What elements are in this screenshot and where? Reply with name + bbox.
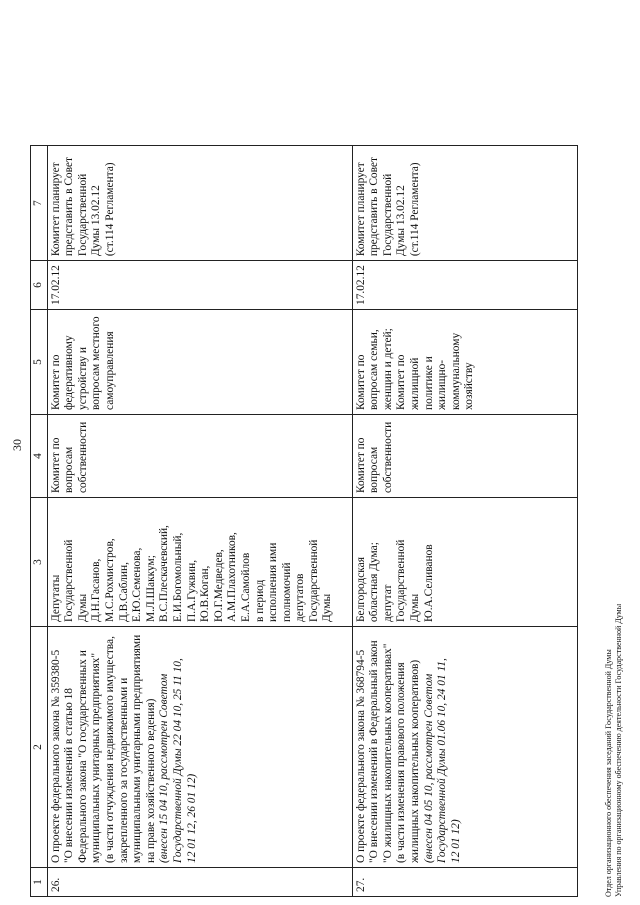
bill-title-line: жилищных накопительных кооперативов) — [408, 659, 421, 863]
bill-title-line: О проекте федерального закона № 359380-5 — [49, 649, 62, 863]
bill-note-line: (внесен 15 04 10, рассмотрен Советом — [158, 673, 171, 863]
author-line: Е.А.Самойлов — [239, 552, 252, 622]
bill-title-line: Федерального закона "О государственных и — [76, 650, 89, 863]
plan-line: Комитет планирует — [49, 162, 62, 257]
table-header-row — [31, 146, 48, 897]
author-line: А.М.Плахотников, — [226, 532, 239, 622]
author-line: Государственной — [307, 539, 320, 622]
author-line: полномочий — [280, 562, 293, 622]
author-line: Д.В.Саблин, — [117, 562, 130, 622]
bill-title-line: на праве хозяйственного ведения) — [144, 698, 157, 863]
column-header-6: 6 — [31, 261, 48, 310]
bill-description-cell — [352, 627, 577, 868]
co-committee-line: вопросам местного — [90, 316, 103, 410]
responsible-committee-cell — [352, 415, 577, 498]
plan-cell — [47, 146, 352, 261]
date-cell: 17.02.12 — [47, 261, 352, 310]
co-committee-line: вопросам семьи, — [368, 329, 381, 410]
row-number: 26. — [47, 868, 352, 897]
committee-line: собственности — [381, 421, 394, 493]
table-row — [47, 146, 352, 897]
co-committee-line: женщин и детей; — [381, 328, 394, 410]
document-footer — [604, 604, 624, 897]
committee-line: Комитет по — [49, 437, 62, 493]
bill-title-line: "О внесении изменений в Федеральный закон — [368, 640, 381, 863]
table-row — [352, 146, 577, 897]
author-line: Д.Н.Гасанов, — [90, 558, 103, 622]
bill-title-line: (в части изменения правового положения — [395, 662, 408, 863]
footer-line: Отдел организационного обеспечения заседаний Государственной Думы — [604, 649, 613, 897]
co-committee-cell — [47, 310, 352, 415]
co-committee-line: Комитет по — [49, 354, 62, 410]
column-header-1: 1 — [31, 868, 48, 897]
authors-cell — [47, 498, 352, 627]
author-line: депутат — [381, 584, 394, 622]
row-number: 27. — [352, 868, 577, 897]
column-header-7: 7 — [31, 146, 48, 261]
co-committee-line: федеративному — [63, 335, 76, 410]
responsible-committee-cell — [47, 415, 352, 498]
date-cell: 17.02.12 — [352, 261, 577, 310]
footer-line: Управления по организационному обеспечению деятельности Государственной Думы — [614, 603, 623, 897]
bill-note-line: Государственной Думы 22 04 10, 25 11 10, — [171, 658, 184, 863]
co-committee-line: политике и — [422, 356, 435, 410]
authors-cell — [352, 498, 577, 627]
author-line: исполнения ими — [267, 542, 280, 622]
plan-line: (ст.114 Регламента) — [103, 162, 116, 257]
plan-line: Думы 13.02.12 — [395, 185, 408, 257]
committee-line: Комитет по — [354, 437, 367, 493]
plan-line: (ст.114 Регламента) — [408, 162, 421, 257]
author-line: Думы — [321, 593, 334, 622]
co-committee-line: коммунальному — [449, 332, 462, 410]
bill-title-line: (в части отчуждения недвижимого имущества, — [103, 636, 116, 863]
bill-title-line: О проекте федерального закона № 368794-5 — [354, 649, 367, 863]
author-line: Думы — [408, 593, 421, 622]
bill-title-line: муниципальными унитарными предприятиями — [131, 634, 144, 863]
author-line: М.С.Рохмистров, — [103, 538, 116, 622]
co-committee-cell — [352, 310, 577, 415]
author-line: Е.Ю.Семенова, — [131, 547, 144, 622]
plan-cell — [352, 146, 577, 261]
bills-table — [30, 145, 578, 897]
plan-line: Думы 13.02.12 — [90, 185, 103, 257]
author-line: М.Л.Шаккум; — [144, 555, 157, 622]
committee-line: вопросам — [368, 446, 381, 493]
author-line: Ю.Г.Медведев, — [212, 549, 225, 622]
author-line: Думы — [76, 593, 89, 622]
author-line: Ю.В.Коган, — [199, 565, 212, 622]
co-committee-line: самоуправления — [103, 331, 116, 410]
bill-note-line: (внесен 04 05 10, рассмотрен Советом — [422, 673, 435, 863]
plan-line: Государственной — [381, 173, 394, 257]
author-line: Ю.А.Селиванов — [422, 544, 435, 622]
author-line: П.А.Гужвин, — [185, 559, 198, 622]
author-line: Депутаты — [49, 574, 62, 622]
author-line: в период — [253, 579, 266, 622]
plan-line: Комитет планирует — [354, 162, 367, 257]
co-committee-line: хозяйству — [463, 362, 476, 410]
page-number: 30 — [10, 439, 24, 451]
author-line: Государственной — [395, 539, 408, 622]
author-line: Государственной — [63, 539, 76, 622]
author-line: Е.И.Богомольный, — [171, 532, 184, 622]
committee-line: вопросам — [63, 446, 76, 493]
committee-line: собственности — [76, 421, 89, 493]
plan-line: представить в Совет — [368, 157, 381, 257]
plan-line: Государственной — [76, 173, 89, 257]
co-committee-line: Комитет по — [395, 354, 408, 410]
column-header-4: 4 — [31, 415, 48, 498]
plan-line: представить в Совет — [63, 157, 76, 257]
bill-note-line: Государственной Думы 01.06 10, 24 01 11, — [436, 658, 449, 863]
bill-title-line: "О жилищных накопительных кооперативах" — [381, 643, 394, 863]
column-header-5: 5 — [31, 310, 48, 415]
column-header-3: 3 — [31, 498, 48, 627]
co-committee-line: жилищной — [408, 357, 421, 410]
author-line: В.С.Плескачевский, — [158, 525, 171, 622]
bill-note-line: 12 01 12) — [449, 819, 462, 863]
co-committee-line: жилищно- — [436, 359, 449, 410]
bill-title-line: закрепленного за государственными и — [117, 677, 130, 863]
column-header-2: 2 — [31, 627, 48, 868]
co-committee-line: Комитет по — [354, 354, 367, 410]
bill-title-line: "О внесении изменений в статью 18 — [63, 688, 76, 863]
author-line: Белгородская — [354, 557, 367, 622]
bill-description-cell — [47, 627, 352, 868]
author-line: областная Дума; — [368, 542, 381, 622]
bill-title-line: муниципальных унитарных предприятиях" — [90, 652, 103, 863]
co-committee-line: устройству и — [76, 346, 89, 410]
author-line: депутатов — [294, 573, 307, 622]
bill-note-line: 12 01 12, 26 01 12) — [185, 773, 198, 863]
